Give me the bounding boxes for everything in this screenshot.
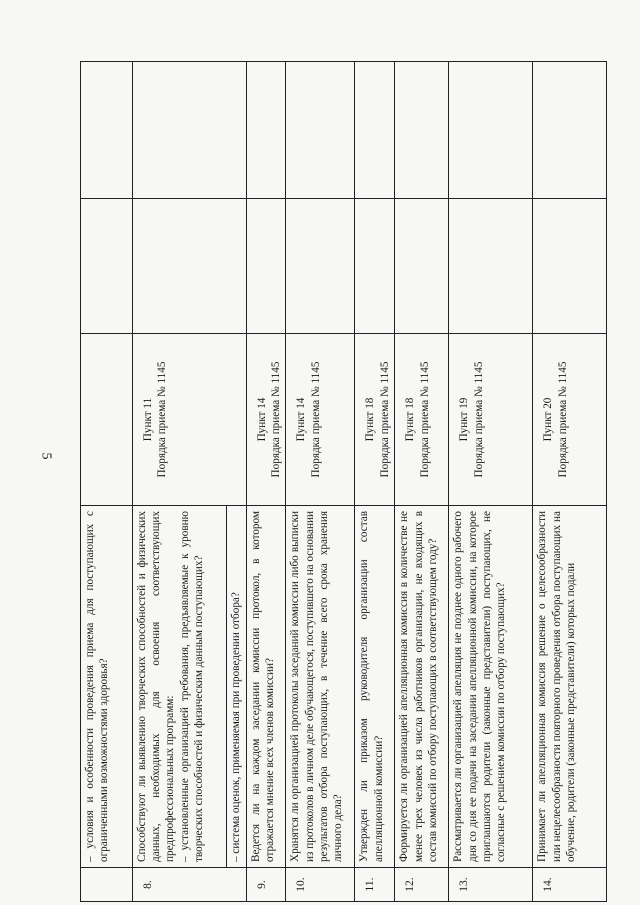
item-number-cell: 13. xyxy=(449,868,533,902)
question-text: Ведется ли на каждом заседании комиссии протокол, в котором отражается мнение всех членов комиссии? xyxy=(250,511,277,862)
reference-cell xyxy=(355,334,395,506)
question-cell xyxy=(286,506,355,868)
reference-document: Порядка приема № 1145 xyxy=(156,361,169,478)
item-number-cell: 14. xyxy=(533,868,607,902)
reference-clause: Пункт 19 xyxy=(458,397,471,442)
item-number-cell: 9. xyxy=(247,868,286,902)
note-cell xyxy=(247,62,286,199)
question-text: Принимает ли апелляционная комиссия решение о целесообразности или нецелесообразности повторного проведения отбора поступающих на обучение, родители (законные представители) которых подали xyxy=(536,511,577,862)
question-text: – установленные организацией требования, предъявляемые к уровню творческих способностей и физическим данным поступающих? xyxy=(178,511,205,862)
question-text: Способствуют ли выявлению творческих способностей и физических данных, необходимых для освоения соответствующих предпрофессиональных программ: xyxy=(136,511,177,862)
note-cell xyxy=(81,62,133,199)
reference-document: Порядка приема № 1145 xyxy=(378,361,391,478)
table-row xyxy=(247,62,286,902)
answer-cell xyxy=(449,199,533,334)
reference-cell xyxy=(449,334,533,506)
question-text: – условия и особенности проведения приема для поступающих с ограниченными возможностями здоровья? xyxy=(84,511,111,862)
reference-clause: Пункт 14 xyxy=(256,397,268,442)
reference-document: Порядка приема № 1145 xyxy=(309,361,322,478)
reference-cell xyxy=(81,334,133,506)
question-text: Формируется ли организацией апелляционная комиссия в количестве не менее трех человек из числа работников организации, не входящих в состав комиссий по отбору поступающих в соответствующем году? xyxy=(398,511,439,862)
question-cell xyxy=(533,506,607,868)
answer-cell xyxy=(286,199,355,334)
table-row xyxy=(355,62,395,902)
question-cell xyxy=(449,506,533,868)
answer-cell xyxy=(395,199,449,334)
table-row xyxy=(286,62,355,902)
answer-cell xyxy=(81,199,133,334)
table-row xyxy=(533,62,607,902)
reference-clause: Пункт 14 xyxy=(295,397,308,442)
reference-cell xyxy=(395,334,449,506)
question-cell xyxy=(395,506,449,868)
item-number-cell: 12. xyxy=(395,868,449,902)
reference-document: Порядка приема № 1145 xyxy=(270,361,283,478)
answer-cell xyxy=(533,199,607,334)
table-row xyxy=(395,62,449,902)
item-number-cell xyxy=(81,868,133,902)
note-cell xyxy=(133,62,247,199)
question-text: Хранятся ли организацией протоколы заседаний комиссии либо выписки из протоколов в личном деле обучающегося, поступившего на основании результатов отбора поступающих, в течение всего срока хранения личного дела? xyxy=(289,511,345,862)
answer-cell xyxy=(133,199,247,334)
table-row xyxy=(133,62,227,902)
reference-document: Порядка приема № 1145 xyxy=(556,361,569,478)
table-row xyxy=(81,62,133,902)
table-row xyxy=(449,62,533,902)
question-cell xyxy=(247,506,286,868)
reference-cell xyxy=(533,334,607,506)
answer-cell xyxy=(355,199,395,334)
page-number: 5 xyxy=(38,452,54,460)
note-cell xyxy=(533,62,607,199)
reference-clause: Пункт 20 xyxy=(542,397,555,442)
note-cell xyxy=(395,62,449,199)
note-cell xyxy=(286,62,355,199)
reference-document: Порядка приема № 1145 xyxy=(472,361,485,478)
item-number-cell: 8. xyxy=(133,868,247,902)
question-cell xyxy=(227,506,247,868)
reference-clause: Пункт 18 xyxy=(364,397,377,442)
item-number-cell: 11. xyxy=(355,868,395,902)
answer-cell xyxy=(247,199,286,334)
checklist-table xyxy=(80,61,607,902)
note-cell xyxy=(355,62,395,199)
reference-clause: Пункт 11 xyxy=(142,397,154,442)
question-cell xyxy=(81,506,133,868)
reference-cell xyxy=(247,334,286,506)
question-cell xyxy=(355,506,395,868)
reference-cell xyxy=(286,334,355,506)
item-number-cell: 10. xyxy=(286,868,355,902)
checklist-table-rotated xyxy=(80,62,606,902)
reference-clause: Пункт 18 xyxy=(404,397,417,442)
question-text: – система оценок, применяемая при проведении отбора? xyxy=(230,592,242,862)
note-cell xyxy=(449,62,533,199)
question-cell xyxy=(133,506,227,868)
reference-cell xyxy=(133,334,247,506)
question-text: Утвержден ли приказом руководителя организации состав апелляционной комиссии? xyxy=(358,511,385,862)
reference-document: Порядка приема № 1145 xyxy=(418,361,431,478)
question-text: Рассматривается ли организацией апелляция не позднее одного рабочего дня со дня ее подачи на заседании апелляционной комиссии, на которое приглашаются родители (законные представители) поступающих, не согласные с решением комиссии по отбору поступающих? xyxy=(452,511,508,862)
